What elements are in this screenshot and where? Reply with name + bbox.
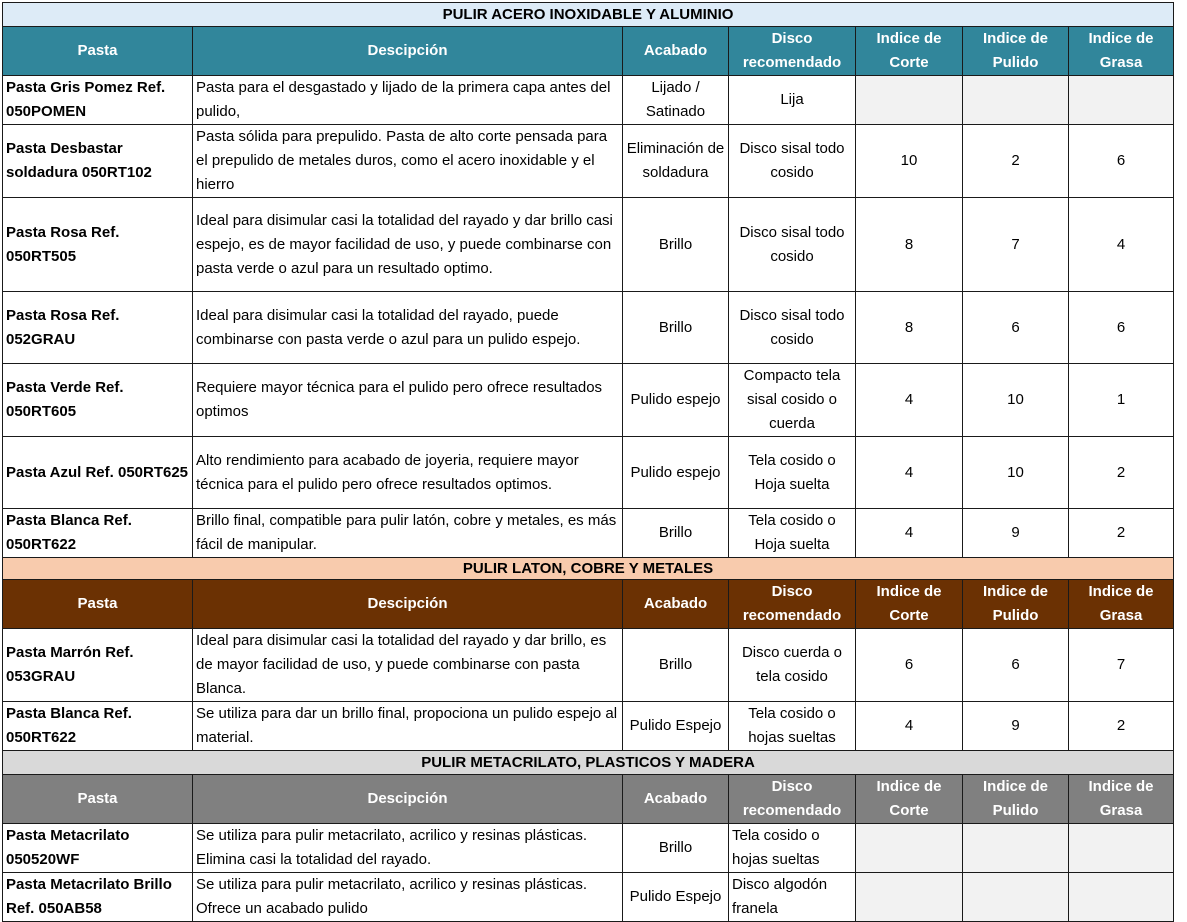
cell-corte[interactable]: 4: [856, 509, 963, 558]
cell-corte[interactable]: 4: [856, 437, 963, 509]
cell-disco[interactable]: Disco sisal todo cosido: [729, 292, 856, 364]
table-row: [3, 629, 1174, 702]
cell-corte[interactable]: 8: [856, 198, 963, 292]
cell-descripcion[interactable]: Pasta sólida para prepulido. Pasta de alto corte pensada para el prepulido de metales duros, como el acero inoxidable y el hierro: [193, 125, 623, 198]
column-header-grasa: Indice de Grasa: [1069, 27, 1174, 76]
cell-corte[interactable]: [856, 824, 963, 873]
cell-pasta[interactable]: Pasta Rosa Ref. 052GRAU: [3, 292, 193, 364]
column-header-corte: Indice de Corte: [856, 580, 963, 629]
table-row: [3, 873, 1174, 922]
cell-pasta[interactable]: Pasta Metacrilato 050520WF: [3, 824, 193, 873]
cell-descripcion[interactable]: Se utiliza para pulir metacrilato, acrilico y resinas plásticas. Elimina casi la totalidad del rayado.: [193, 824, 623, 873]
column-header-pulido: Indice de Pulido: [963, 27, 1069, 76]
cell-acabado[interactable]: Pulido espejo: [623, 437, 729, 509]
cell-descripcion[interactable]: Ideal para disimular casi la totalidad del rayado y dar brillo casi espejo, es de mayor facilidad de uso, y puede combinarse con pasta verde o azul para un resultado optimo.: [193, 198, 623, 292]
cell-acabado[interactable]: Brillo: [623, 509, 729, 558]
cell-pulido[interactable]: 6: [963, 292, 1069, 364]
cell-descripcion[interactable]: Se utiliza para pulir metacrilato, acrilico y resinas plásticas. Ofrece un acabado pulido: [193, 873, 623, 922]
cell-disco[interactable]: Disco sisal todo cosido: [729, 198, 856, 292]
cell-grasa[interactable]: 4: [1069, 198, 1174, 292]
column-header-descripcion: Descipción: [193, 580, 623, 629]
cell-disco[interactable]: Tela cosido o Hoja suelta: [729, 437, 856, 509]
cell-acabado[interactable]: Brillo: [623, 292, 729, 364]
cell-pasta[interactable]: Pasta Verde Ref. 050RT605: [3, 364, 193, 437]
cell-pasta[interactable]: Pasta Marrón Ref. 053GRAU: [3, 629, 193, 702]
column-header-grasa: Indice de Grasa: [1069, 580, 1174, 629]
cell-pasta[interactable]: Pasta Rosa Ref. 050RT505: [3, 198, 193, 292]
table-row: [3, 824, 1174, 873]
cell-descripcion[interactable]: Alto rendimiento para acabado de joyeria, requiere mayor técnica para el pulido pero ofrece resultados optimos.: [193, 437, 623, 509]
cell-descripcion[interactable]: Se utiliza para dar un brillo final, propociona un pulido espejo al material.: [193, 702, 623, 751]
cell-corte[interactable]: 10: [856, 125, 963, 198]
cell-pasta[interactable]: Pasta Azul Ref. 050RT625: [3, 437, 193, 509]
cell-corte[interactable]: [856, 873, 963, 922]
cell-acabado[interactable]: Pulido Espejo: [623, 702, 729, 751]
cell-grasa[interactable]: [1069, 824, 1174, 873]
cell-descripcion[interactable]: Requiere mayor técnica para el pulido pero ofrece resultados optimos: [193, 364, 623, 437]
cell-disco[interactable]: Compacto tela sisal cosido o cuerda: [729, 364, 856, 437]
cell-disco[interactable]: Disco sisal todo cosido: [729, 125, 856, 198]
column-header-acabado: Acabado: [623, 580, 729, 629]
cell-acabado[interactable]: Brillo: [623, 198, 729, 292]
header-row: [3, 580, 1174, 629]
table-row: [3, 76, 1174, 125]
column-header-pulido: Indice de Pulido: [963, 580, 1069, 629]
column-header-acabado: Acabado: [623, 775, 729, 824]
cell-corte[interactable]: 4: [856, 364, 963, 437]
column-header-descripcion: Descipción: [193, 775, 623, 824]
cell-pasta[interactable]: Pasta Metacrilato Brillo Ref. 050AB58: [3, 873, 193, 922]
column-header-disco: Disco recomendado: [729, 27, 856, 76]
table-row: [3, 437, 1174, 509]
cell-corte[interactable]: 8: [856, 292, 963, 364]
cell-pulido[interactable]: [963, 873, 1069, 922]
section-title-row: [3, 751, 1174, 775]
table-row: [3, 292, 1174, 364]
cell-acabado[interactable]: Lijado / Satinado: [623, 76, 729, 125]
column-header-corte: Indice de Corte: [856, 775, 963, 824]
cell-grasa[interactable]: 2: [1069, 437, 1174, 509]
column-header-grasa: Indice de Grasa: [1069, 775, 1174, 824]
cell-pasta[interactable]: Pasta Desbastar soldadura 050RT102: [3, 125, 193, 198]
cell-pulido[interactable]: [963, 824, 1069, 873]
cell-grasa[interactable]: 6: [1069, 292, 1174, 364]
table-row: [3, 702, 1174, 751]
cell-pasta[interactable]: Pasta Gris Pomez Ref. 050POMEN: [3, 76, 193, 125]
cell-pulido[interactable]: 9: [963, 509, 1069, 558]
cell-corte[interactable]: 6: [856, 629, 963, 702]
table-row: [3, 509, 1174, 558]
column-header-pulido: Indice de Pulido: [963, 775, 1069, 824]
cell-grasa[interactable]: 1: [1069, 364, 1174, 437]
column-header-disco: Disco recomendado: [729, 775, 856, 824]
cell-grasa[interactable]: 6: [1069, 125, 1174, 198]
cell-disco[interactable]: Lija: [729, 76, 856, 125]
cell-corte[interactable]: [856, 76, 963, 125]
column-header-acabado: Acabado: [623, 27, 729, 76]
section-title-row: [3, 558, 1174, 580]
column-header-pasta: Pasta: [3, 775, 193, 824]
column-header-descripcion: Descipción: [193, 27, 623, 76]
cell-pulido[interactable]: 9: [963, 702, 1069, 751]
cell-pulido[interactable]: 10: [963, 364, 1069, 437]
cell-grasa[interactable]: [1069, 76, 1174, 125]
cell-grasa[interactable]: 7: [1069, 629, 1174, 702]
cell-disco[interactable]: Disco cuerda o tela cosido: [729, 629, 856, 702]
cell-disco[interactable]: Tela cosido o hojas sueltas: [729, 702, 856, 751]
cell-pulido[interactable]: 10: [963, 437, 1069, 509]
cell-disco[interactable]: Tela cosido o Hoja suelta: [729, 509, 856, 558]
section-title: PULIR LATON, COBRE Y METALES: [3, 558, 1174, 580]
cell-grasa[interactable]: [1069, 873, 1174, 922]
cell-descripcion[interactable]: Brillo final, compatible para pulir latón, cobre y metales, es más fácil de manipular.: [193, 509, 623, 558]
cell-pulido[interactable]: [963, 76, 1069, 125]
section-title: PULIR ACERO INOXIDABLE Y ALUMINIO: [3, 3, 1174, 27]
cell-descripcion[interactable]: Pasta para el desgastado y lijado de la primera capa antes del pulido,: [193, 76, 623, 125]
cell-acabado[interactable]: Eliminación de soldadura: [623, 125, 729, 198]
cell-disco[interactable]: Disco algodón franela: [729, 873, 856, 922]
cell-corte[interactable]: 4: [856, 702, 963, 751]
cell-pulido[interactable]: 7: [963, 198, 1069, 292]
cell-grasa[interactable]: 2: [1069, 702, 1174, 751]
header-row: [3, 27, 1174, 76]
cell-acabado[interactable]: Brillo: [623, 629, 729, 702]
column-header-pasta: Pasta: [3, 580, 193, 629]
cell-disco[interactable]: Tela cosido o hojas sueltas: [729, 824, 856, 873]
cell-grasa[interactable]: 2: [1069, 509, 1174, 558]
cell-descripcion[interactable]: Ideal para disimular casi la totalidad del rayado y dar brillo, es de mayor facilidad de uso, y puede combinarse con pasta Blanca.: [193, 629, 623, 702]
table-row: [3, 198, 1174, 292]
cell-acabado[interactable]: Pulido espejo: [623, 364, 729, 437]
section-title-row: [3, 3, 1174, 27]
cell-pasta[interactable]: Pasta Blanca Ref. 050RT622: [3, 702, 193, 751]
column-header-corte: Indice de Corte: [856, 27, 963, 76]
cell-acabado[interactable]: Brillo: [623, 824, 729, 873]
column-header-disco: Disco recomendado: [729, 580, 856, 629]
cell-pulido[interactable]: 2: [963, 125, 1069, 198]
section-title: PULIR METACRILATO, PLASTICOS Y MADERA: [3, 751, 1174, 775]
table-row: [3, 364, 1174, 437]
cell-acabado[interactable]: Pulido Espejo: [623, 873, 729, 922]
table-row: [3, 125, 1174, 198]
products-table: [2, 2, 1174, 922]
column-header-pasta: Pasta: [3, 27, 193, 76]
cell-descripcion[interactable]: Ideal para disimular casi la totalidad del rayado, puede combinarse con pasta verde o azul para un pulido espejo.: [193, 292, 623, 364]
header-row: [3, 775, 1174, 824]
cell-pasta[interactable]: Pasta Blanca Ref. 050RT622: [3, 509, 193, 558]
cell-pulido[interactable]: 6: [963, 629, 1069, 702]
